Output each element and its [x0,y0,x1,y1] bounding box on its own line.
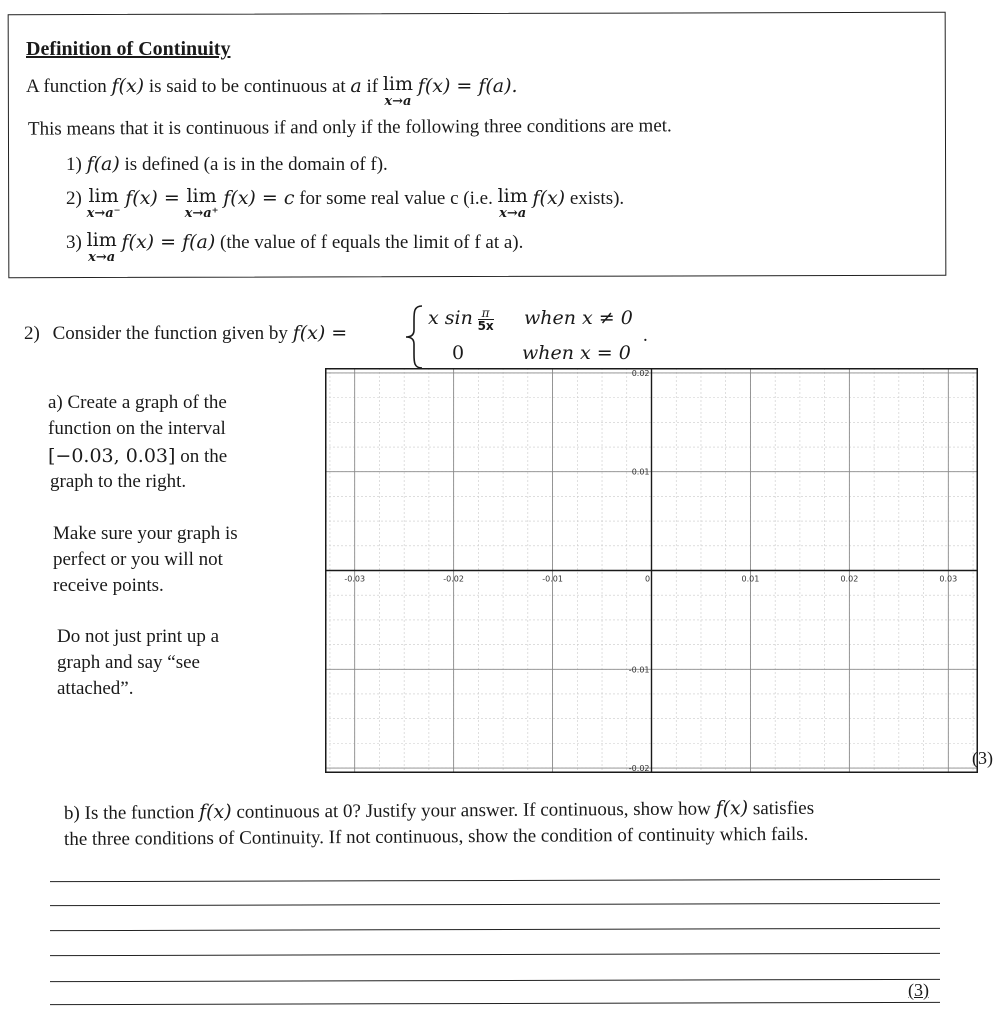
x-tick-label: -0.02 [443,574,464,584]
part-a-line-2: function on the interval [48,418,226,439]
part-a-line-4: graph to the right. [50,471,187,492]
x-tick-label: 0 [644,574,651,584]
part-a-points: (3) [972,748,993,768]
piecewise-case-1: x sin $\frac{\pi}{5x}$ [428,306,494,334]
problem-statement: 2) Consider the function given by f(x) = [24,322,348,344]
limit-both: lim x→a [497,185,528,221]
part-a-note-2: graph and say “see [57,652,200,673]
fraction-pi-over-5x: $\frac{\pi}{5x}$ [477,306,494,334]
piecewise-case-2: 0 [452,342,465,364]
part-b-line-1: b) Is the function f(x) continuous at 0? Justify your answer. If continuous, show how f(x) satisfies [63,797,815,824]
y-tick-label: 0.02 [631,368,650,378]
y-tick-label: 0.01 [631,467,650,477]
limit-right: lim x→a⁺ [184,185,219,221]
part-b-line-2: the three conditions of Continuity. If not continuous, show the condition of continuity which fails. [63,823,809,850]
answer-line-4[interactable] [50,953,940,956]
x-tick-label: 0.01 [741,574,760,584]
limit-left: lim x→a⁻ [86,185,121,221]
part-b-points: (3) [908,980,929,1000]
x-tick-label: -0.03 [344,574,366,584]
answer-line-1[interactable] [50,879,940,882]
y-tick-label: -0.01 [628,665,650,675]
y-tick-label: -0.02 [628,764,650,773]
definition-statement: A function f(x) is said to be continuous at a if lim x→a f(x) = f(a). [26,73,518,109]
x-tick-label: 0.02 [840,574,859,584]
condition-1: 1) f(a) is defined (a is in the domain of f). [66,153,388,175]
part-a-warning-2: perfect or you will not [53,549,223,570]
part-a-warning-3: receive points. [53,575,164,596]
answer-line-5[interactable] [50,979,940,982]
piecewise-cond-2: when x = 0 [522,342,631,364]
x-tick-label: 0.03 [939,574,958,584]
x-tick-label: -0.01 [542,574,563,584]
part-a-note-1: Do not just print up a [57,626,220,647]
answer-line-2[interactable] [50,903,940,906]
definition-title: Definition of Continuity [26,38,231,60]
condition-2: 2) lim x→a⁻ f(x) = lim x→a⁺ f(x) = c for some real value c (i.e. lim x→a f(x) exists). [66,185,625,221]
limit-condition-3: lim x→a [86,229,117,265]
part-a-line-3: [−0.03, 0.03] on the [48,445,228,467]
part-a-warning-1: Make sure your graph is [53,523,238,544]
answer-line-3[interactable] [50,928,940,931]
continuity-graph-grid[interactable] [325,368,978,773]
part-a-note-3: attached”. [57,678,134,699]
limit-notation: lim x→a [382,73,414,109]
graph-axes [325,368,978,773]
piecewise-brace [404,304,426,370]
problem-period: . [643,325,648,346]
condition-3: 3) lim x→a f(x) = f(a) (the value of f equals the limit of f at a). [66,229,524,265]
part-a-line-1: a) Create a graph of the [48,392,227,413]
definition-means: This means that it is continuous if and only if the following three conditions are met. [27,115,672,140]
answer-line-6[interactable] [50,1002,940,1005]
piecewise-cond-1: when x ≠ 0 [524,307,633,329]
